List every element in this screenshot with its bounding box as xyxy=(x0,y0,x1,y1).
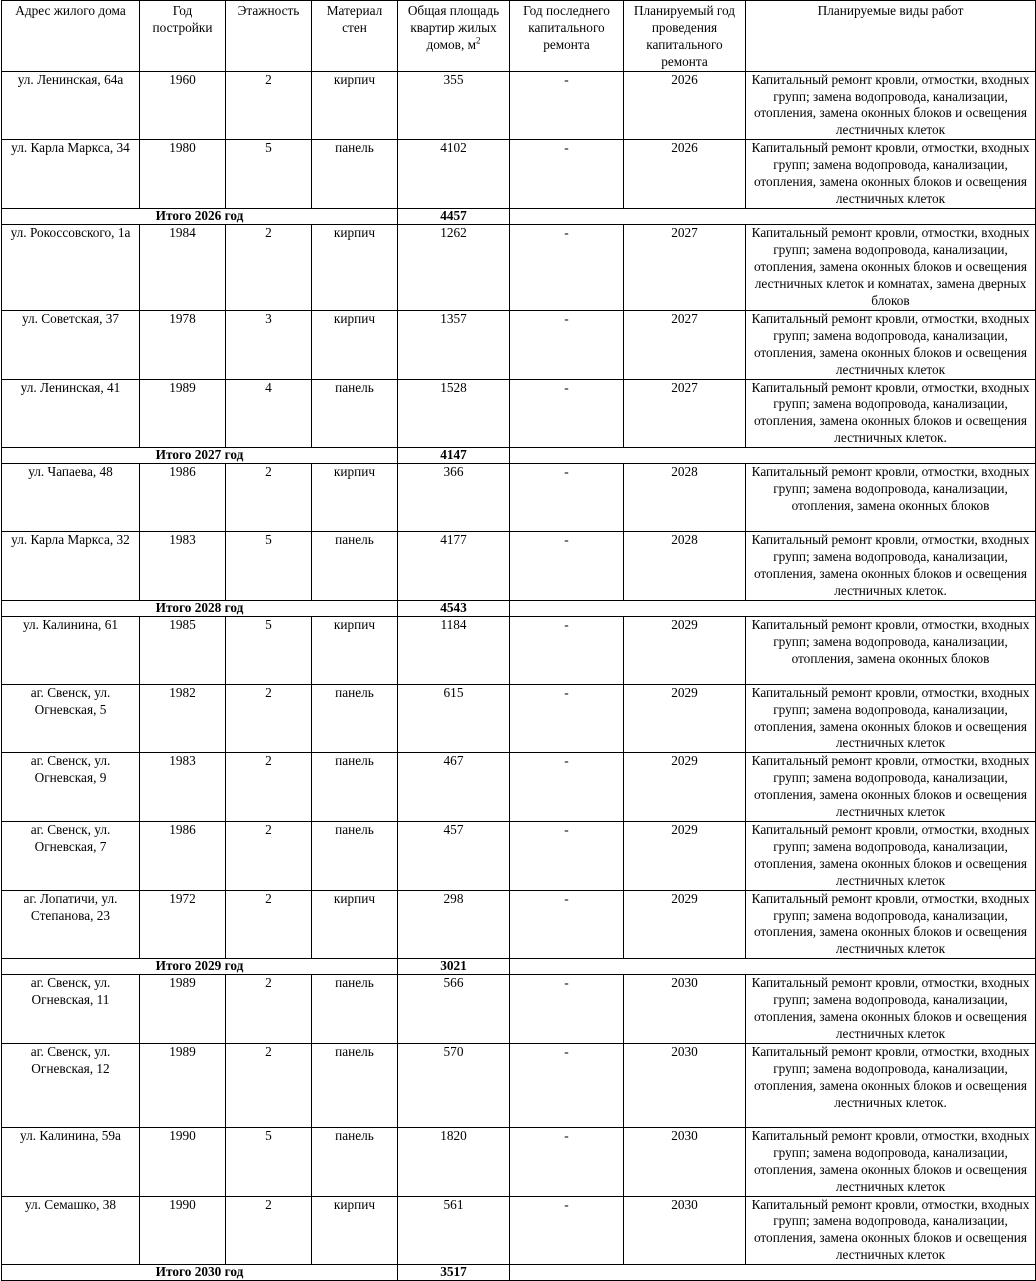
cell-address: аг. Свенск, ул. Огневская, 9 xyxy=(2,753,140,822)
cell-last-repair: - xyxy=(510,464,624,532)
table-row xyxy=(2,616,1036,684)
cell-year-built: 1990 xyxy=(140,1196,226,1265)
cell-works: Капитальный ремонт кровли, отмостки, входных групп; замена водопровода, канализации, отопления, замена оконных блоков и освещения лестничных клеток. xyxy=(746,1043,1036,1127)
cell-address: аг. Свенск, ул. Огневская, 5 xyxy=(2,684,140,753)
cell-address: ул. Ленинская, 64а xyxy=(2,71,140,140)
table-row xyxy=(2,890,1036,959)
cell-floors: 5 xyxy=(226,1127,312,1196)
cell-address: ул. Ленинская, 41 xyxy=(2,379,140,448)
cell-area: 1820 xyxy=(398,1127,510,1196)
cell-last-repair: - xyxy=(510,890,624,959)
cell-wall-material: панель xyxy=(312,532,398,601)
header-area-sup: 2 xyxy=(476,35,481,46)
cell-wall-material: панель xyxy=(312,975,398,1044)
total-row xyxy=(2,448,1036,464)
cell-floors: 2 xyxy=(226,1196,312,1265)
total-label: Итого 2026 год xyxy=(2,208,398,224)
cell-works: Капитальный ремонт кровли, отмостки, входных групп; замена водопровода, канализации, отопления, замена оконных блоков и освещения лестничных клеток xyxy=(746,822,1036,891)
cell-wall-material: панель xyxy=(312,1127,398,1196)
cell-wall-material: панель xyxy=(312,684,398,753)
total-blank xyxy=(510,448,1036,464)
cell-wall-material: кирпич xyxy=(312,310,398,379)
cell-planned-year: 2026 xyxy=(624,71,746,140)
total-label: Итого 2029 год xyxy=(2,959,398,975)
table-row xyxy=(2,224,1036,310)
table-body xyxy=(2,71,1036,1281)
cell-planned-year: 2027 xyxy=(624,310,746,379)
cell-floors: 2 xyxy=(226,1043,312,1127)
cell-planned-year: 2027 xyxy=(624,224,746,310)
cell-works: Капитальный ремонт кровли, отмостки, входных групп; замена водопровода, канализации, отопления, замена оконных блоков и освещения лестничных клеток xyxy=(746,890,1036,959)
cell-last-repair: - xyxy=(510,532,624,601)
cell-works: Капитальный ремонт кровли, отмостки, входных групп; замена водопровода, канализации, отопления, замена оконных блоков и освещения лестничных клеток xyxy=(746,1196,1036,1265)
cell-works: Капитальный ремонт кровли, отмостки, входных групп; замена водопровода, канализации, отопления, замена оконных блоков и освещения лестничных клеток xyxy=(746,975,1036,1044)
table-row xyxy=(2,684,1036,753)
cell-wall-material: кирпич xyxy=(312,1196,398,1265)
cell-year-built: 1980 xyxy=(140,140,226,209)
cell-planned-year: 2030 xyxy=(624,1127,746,1196)
cell-address: ул. Советская, 37 xyxy=(2,310,140,379)
cell-planned-year: 2029 xyxy=(624,753,746,822)
table-row xyxy=(2,71,1036,140)
cell-floors: 2 xyxy=(226,822,312,891)
cell-last-repair: - xyxy=(510,753,624,822)
cell-planned-year: 2028 xyxy=(624,532,746,601)
cell-area: 566 xyxy=(398,975,510,1044)
cell-floors: 2 xyxy=(226,890,312,959)
cell-wall-material: панель xyxy=(312,140,398,209)
cell-planned-year: 2028 xyxy=(624,464,746,532)
cell-wall-material: кирпич xyxy=(312,890,398,959)
cell-address: ул. Калинина, 61 xyxy=(2,616,140,684)
header-area-text: Общая площадь квартир жилых домов, м xyxy=(407,3,500,52)
cell-address: ул. Калинина, 59а xyxy=(2,1127,140,1196)
cell-area: 561 xyxy=(398,1196,510,1265)
cell-planned-year: 2029 xyxy=(624,616,746,684)
header-area xyxy=(398,1,510,72)
repair-plan-table xyxy=(1,0,1036,1281)
cell-floors: 2 xyxy=(226,224,312,310)
cell-year-built: 1983 xyxy=(140,753,226,822)
cell-works: Капитальный ремонт кровли, отмостки, входных групп; замена водопровода, канализации, отопления, замена оконных блоков xyxy=(746,464,1036,532)
cell-year-built: 1986 xyxy=(140,822,226,891)
cell-planned-year: 2029 xyxy=(624,890,746,959)
cell-wall-material: кирпич xyxy=(312,464,398,532)
cell-last-repair: - xyxy=(510,224,624,310)
cell-last-repair: - xyxy=(510,616,624,684)
cell-works: Капитальный ремонт кровли, отмостки, входных групп; замена водопровода, канализации, отопления, замена оконных блоков и освещения лестничных клеток xyxy=(746,1127,1036,1196)
header-year-built: Год постройки xyxy=(140,1,226,72)
total-blank xyxy=(510,600,1036,616)
cell-floors: 2 xyxy=(226,684,312,753)
cell-wall-material: панель xyxy=(312,1043,398,1127)
cell-year-built: 1990 xyxy=(140,1127,226,1196)
table-row xyxy=(2,1127,1036,1196)
cell-address: ул. Карла Маркса, 34 xyxy=(2,140,140,209)
table-row xyxy=(2,379,1036,448)
cell-works: Капитальный ремонт кровли, отмостки, входных групп; замена водопровода, канализации, отопления, замена оконных блоков и освещения лестничных клеток xyxy=(746,753,1036,822)
table-row xyxy=(2,822,1036,891)
cell-address: ул. Чапаева, 48 xyxy=(2,464,140,532)
cell-works: Капитальный ремонт кровли, отмостки, входных групп; замена водопровода, канализации, отопления, замена оконных блоков и освещения лестничных клеток и комнатах, замена дверных блоков xyxy=(746,224,1036,310)
table-row xyxy=(2,310,1036,379)
cell-floors: 5 xyxy=(226,616,312,684)
header-address: Адрес жилого дома xyxy=(2,1,140,72)
cell-works: Капитальный ремонт кровли, отмостки, входных групп; замена водопровода, канализации, отопления, замена оконных блоков и освещения лестничных клеток xyxy=(746,684,1036,753)
total-row xyxy=(2,1265,1036,1281)
cell-area: 457 xyxy=(398,822,510,891)
cell-area: 1184 xyxy=(398,616,510,684)
cell-address: аг. Свенск, ул. Огневская, 11 xyxy=(2,975,140,1044)
cell-floors: 2 xyxy=(226,464,312,532)
cell-floors: 5 xyxy=(226,140,312,209)
cell-floors: 3 xyxy=(226,310,312,379)
table-row xyxy=(2,1196,1036,1265)
cell-wall-material: кирпич xyxy=(312,616,398,684)
cell-floors: 2 xyxy=(226,975,312,1044)
header-planned-year: Планируемый год проведения капитального ремонта xyxy=(624,1,746,72)
cell-area: 366 xyxy=(398,464,510,532)
cell-planned-year: 2030 xyxy=(624,1196,746,1265)
cell-floors: 2 xyxy=(226,753,312,822)
cell-address: ул. Рокоссовского, 1а xyxy=(2,224,140,310)
cell-year-built: 1989 xyxy=(140,379,226,448)
cell-year-built: 1972 xyxy=(140,890,226,959)
cell-floors: 4 xyxy=(226,379,312,448)
cell-year-built: 1978 xyxy=(140,310,226,379)
total-blank xyxy=(510,959,1036,975)
table-row xyxy=(2,532,1036,601)
cell-area: 1262 xyxy=(398,224,510,310)
cell-year-built: 1989 xyxy=(140,975,226,1044)
cell-address: ул. Карла Маркса, 32 xyxy=(2,532,140,601)
total-label: Итого 2028 год xyxy=(2,600,398,616)
cell-year-built: 1985 xyxy=(140,616,226,684)
total-area: 4457 xyxy=(398,208,510,224)
cell-last-repair: - xyxy=(510,1127,624,1196)
cell-year-built: 1982 xyxy=(140,684,226,753)
cell-last-repair: - xyxy=(510,822,624,891)
cell-wall-material: кирпич xyxy=(312,71,398,140)
cell-planned-year: 2029 xyxy=(624,684,746,753)
cell-wall-material: панель xyxy=(312,753,398,822)
cell-area: 4102 xyxy=(398,140,510,209)
header-last-repair: Год последнего капитального ремонта xyxy=(510,1,624,72)
cell-last-repair: - xyxy=(510,379,624,448)
total-area: 4147 xyxy=(398,448,510,464)
cell-year-built: 1984 xyxy=(140,224,226,310)
cell-last-repair: - xyxy=(510,975,624,1044)
total-row xyxy=(2,959,1036,975)
cell-planned-year: 2030 xyxy=(624,1043,746,1127)
cell-works: Капитальный ремонт кровли, отмостки, входных групп; замена водопровода, канализации, отопления, замена оконных блоков и освещения лестничных клеток xyxy=(746,71,1036,140)
cell-area: 570 xyxy=(398,1043,510,1127)
cell-address: ул. Семашко, 38 xyxy=(2,1196,140,1265)
total-area: 3021 xyxy=(398,959,510,975)
total-label: Итого 2027 год xyxy=(2,448,398,464)
cell-address: аг. Свенск, ул. Огневская, 7 xyxy=(2,822,140,891)
cell-last-repair: - xyxy=(510,71,624,140)
total-blank xyxy=(510,1265,1036,1281)
cell-planned-year: 2030 xyxy=(624,975,746,1044)
cell-last-repair: - xyxy=(510,1196,624,1265)
table-row xyxy=(2,1043,1036,1127)
cell-area: 1528 xyxy=(398,379,510,448)
cell-last-repair: - xyxy=(510,310,624,379)
table-row xyxy=(2,975,1036,1044)
total-row xyxy=(2,600,1036,616)
cell-year-built: 1960 xyxy=(140,71,226,140)
cell-last-repair: - xyxy=(510,140,624,209)
cell-area: 467 xyxy=(398,753,510,822)
cell-planned-year: 2026 xyxy=(624,140,746,209)
cell-last-repair: - xyxy=(510,684,624,753)
cell-floors: 5 xyxy=(226,532,312,601)
total-area: 4543 xyxy=(398,600,510,616)
total-area: 3517 xyxy=(398,1265,510,1281)
cell-year-built: 1983 xyxy=(140,532,226,601)
total-blank xyxy=(510,208,1036,224)
cell-planned-year: 2029 xyxy=(624,822,746,891)
cell-address: аг. Лопатичи, ул. Степанова, 23 xyxy=(2,890,140,959)
cell-wall-material: панель xyxy=(312,379,398,448)
cell-works: Капитальный ремонт кровли, отмостки, входных групп; замена водопровода, канализации, отопления, замена оконных блоков и освещения лестничных клеток. xyxy=(746,379,1036,448)
cell-planned-year: 2027 xyxy=(624,379,746,448)
cell-area: 355 xyxy=(398,71,510,140)
cell-year-built: 1989 xyxy=(140,1043,226,1127)
header-works: Планируемые виды работ xyxy=(746,1,1036,72)
cell-area: 298 xyxy=(398,890,510,959)
cell-address: аг. Свенск, ул. Огневская, 12 xyxy=(2,1043,140,1127)
header-row xyxy=(2,1,1036,72)
cell-wall-material: кирпич xyxy=(312,224,398,310)
cell-floors: 2 xyxy=(226,71,312,140)
cell-works: Капитальный ремонт кровли, отмостки, входных групп; замена водопровода, канализации, отопления, замена оконных блоков и освещения лестничных клеток. xyxy=(746,532,1036,601)
cell-works: Капитальный ремонт кровли, отмостки, входных групп; замена водопровода, канализации, отопления, замена оконных блоков xyxy=(746,616,1036,684)
table-row xyxy=(2,464,1036,532)
table-row xyxy=(2,753,1036,822)
header-floors: Этажность xyxy=(226,1,312,72)
cell-area: 4177 xyxy=(398,532,510,601)
cell-area: 1357 xyxy=(398,310,510,379)
cell-works: Капитальный ремонт кровли, отмостки, входных групп; замена водопровода, канализации, отопления, замена оконных блоков и освещения лестничных клеток xyxy=(746,310,1036,379)
total-label: Итого 2030 год xyxy=(2,1265,398,1281)
cell-area: 615 xyxy=(398,684,510,753)
cell-wall-material: панель xyxy=(312,822,398,891)
table-row xyxy=(2,140,1036,209)
cell-last-repair: - xyxy=(510,1043,624,1127)
total-row xyxy=(2,208,1036,224)
cell-works: Капитальный ремонт кровли, отмостки, входных групп; замена водопровода, канализации, отопления, замена оконных блоков и освещения лестничных клеток xyxy=(746,140,1036,209)
header-wall-material: Материал стен xyxy=(312,1,398,72)
cell-year-built: 1986 xyxy=(140,464,226,532)
